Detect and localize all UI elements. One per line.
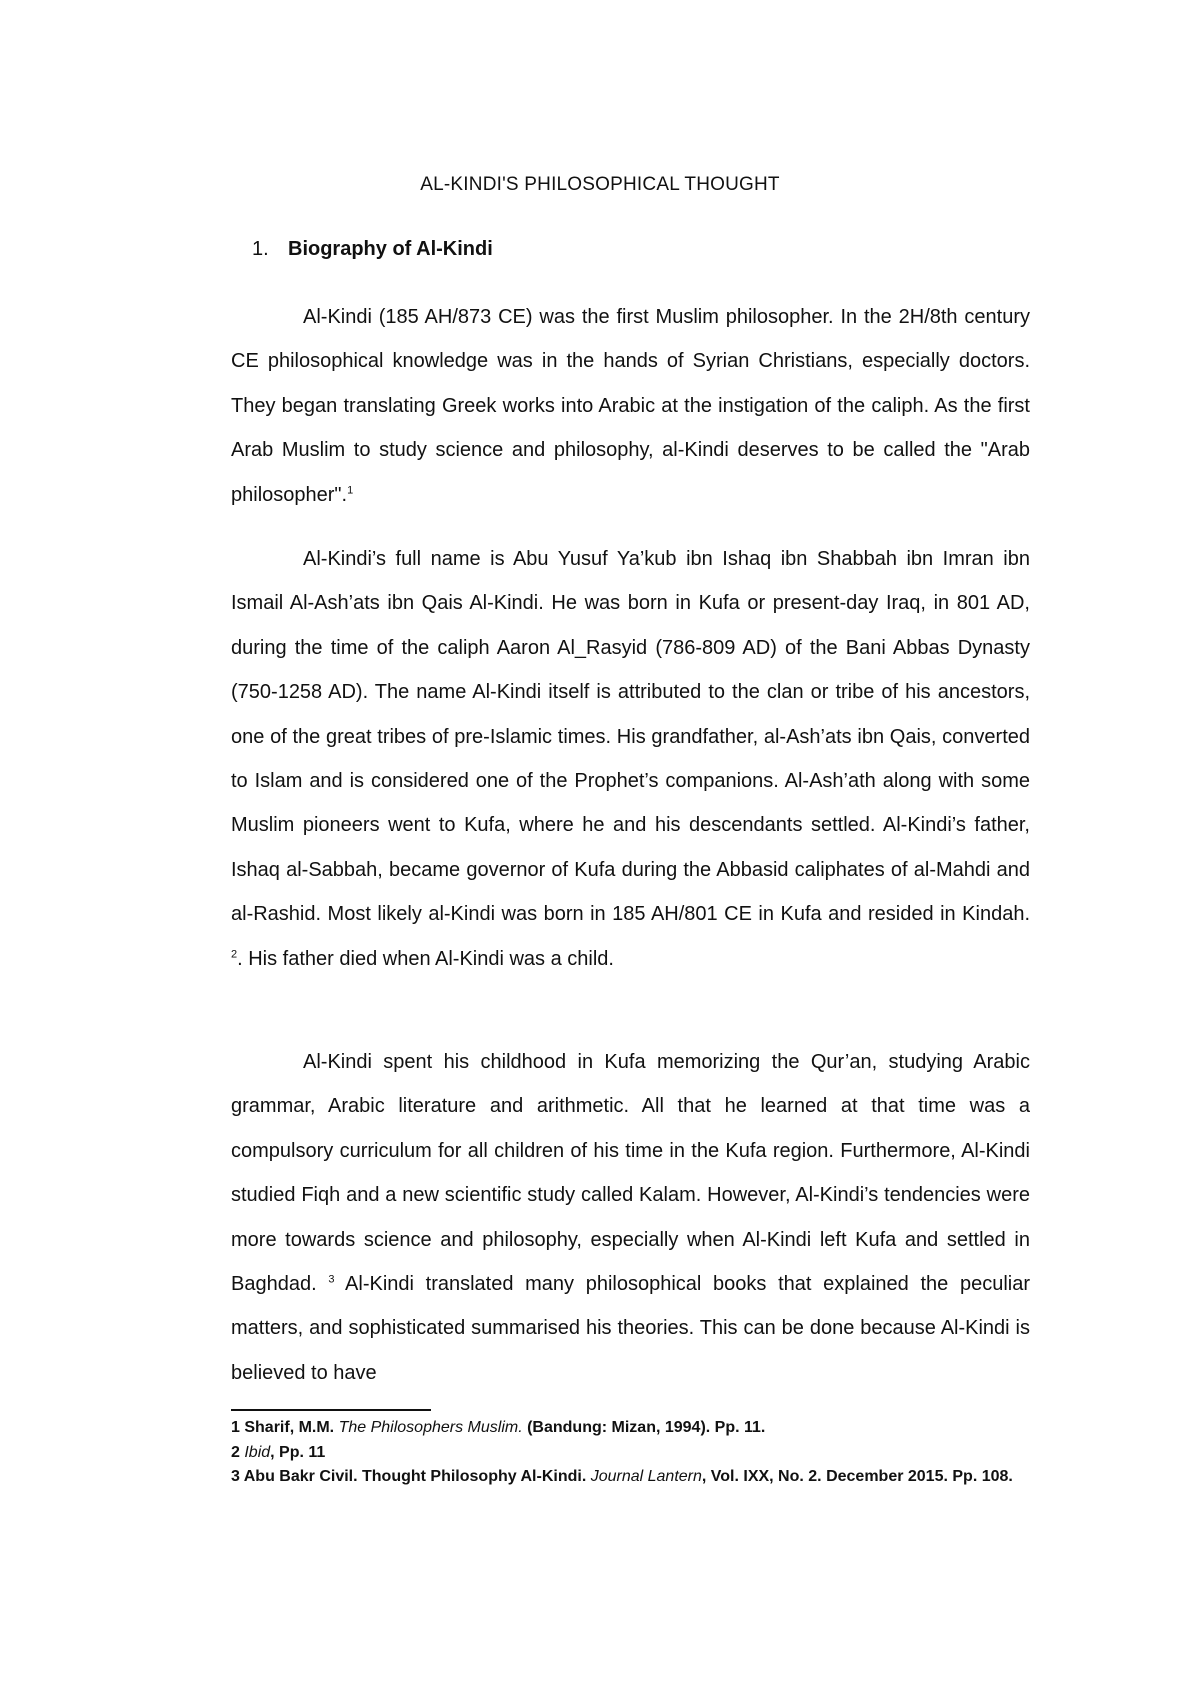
footnote-1-title: The Philosophers Muslim. — [338, 1419, 523, 1436]
footnote-1-text: 1 Sharif, M.M. — [231, 1419, 339, 1436]
footnote-2-source: , Pp. 11 — [270, 1443, 326, 1461]
footnote-3-title: Journal Lantern — [590, 1468, 702, 1486]
footnote-3-source: , Vol. IXX, No. 2. December 2015. Pp. 108. — [701, 1468, 1013, 1486]
footnote-ref-3[interactable]: 3 — [328, 1273, 335, 1286]
footnote-1 — [231, 1416, 1030, 1441]
paragraph-2-text-end: . His father died when Al-Kindi was a child. — [237, 947, 614, 970]
section-heading-text: Biography of Al-Kindi — [288, 238, 493, 260]
section-number: 1. — [252, 238, 269, 260]
paragraph-1 — [231, 295, 1030, 517]
footnote-2-text: 2 — [231, 1443, 245, 1461]
footnote-1-source: (Bandung: Mizan, 1994). Pp. 11. — [522, 1419, 766, 1436]
footnote-2 — [231, 1441, 1030, 1466]
footnote-3-text: 3 Abu Bakr Civil. Thought Philosophy Al-Kindi. — [231, 1468, 591, 1486]
document-title: AL-KINDI'S PHILOSOPHICAL THOUGHT — [420, 174, 780, 195]
footnotes — [231, 1416, 1030, 1490]
paragraph-3-text-end: Al-Kindi translated many philosophical books that explained the peculiar matters, and sophisticated summarised his theories. This can be done because Al-Kindi is believed to have — [231, 1273, 1030, 1384]
footnote-separator — [231, 1409, 431, 1411]
paragraph-1-text: Al-Kindi (185 AH/873 CE) was the first Muslim philosopher. In the 2H/8th century CE philosophical knowledge was in the hands of Syrian Christians, especially doctors. They began translating Greek works into Arabic at the instigation of the caliph. As the first Arab Muslim to study science and philosophy, al-Kindi deserves to be called the "Arab philosopher". — [231, 306, 1030, 506]
paragraph-3-text: Al-Kindi spent his childhood in Kufa memorizing the Qur’an, studying Arabic grammar, Arabic literature and arithmetic. All that he learned at that time was a compulsory curriculum for all children of his time in the Kufa region. Furthermore, Al-Kindi studied Fiqh and a new scientific study called Kalam. However, Al-Kindi’s tendencies were more towards science and philosophy, especially when Al-Kindi left Kufa and settled in Baghdad. — [231, 1051, 1030, 1296]
section-heading — [252, 238, 493, 261]
footnote-ref-2[interactable]: 2 — [231, 948, 238, 960]
paragraph-2 — [231, 537, 1030, 981]
footnote-ref-1[interactable]: 1 — [347, 483, 354, 496]
footnote-3 — [231, 1465, 1030, 1490]
footnote-2-title: Ibid — [244, 1443, 271, 1461]
paragraph-3 — [231, 1040, 1030, 1395]
paragraph-2-text: Al-Kindi’s full name is Abu Yusuf Ya’kub ibn Ishaq ibn Shabbah ibn Imran ibn Ismail Al-Ash’ats ibn Qais Al-Kindi. He was born in Kufa or present-day Iraq, in 801 AD, during the time of the caliph Aaron Al_Rasyid (786-809 AD) of the Bani Abbas Dynasty (750-1258 AD). The name Al-Kindi itself is attributed to the clan or tribe of his ancestors, one of the great tribes of pre-Islamic times. His grandfather, al-Ash’ats ibn Qais, converted to Islam and is considered one of the Prophet’s companions. Al-Ash’ath along with some Muslim pioneers went to Kufa, where he and his descendants settled. Al-Kindi’s father, Ishaq al-Sabbah, became governor of Kufa during the Abbasid caliphates of al-Mahdi and al-Rashid. Most likely al-Kindi was born in 185 AH/801 CE in Kufa and resided in Kindah. — [231, 548, 1030, 926]
